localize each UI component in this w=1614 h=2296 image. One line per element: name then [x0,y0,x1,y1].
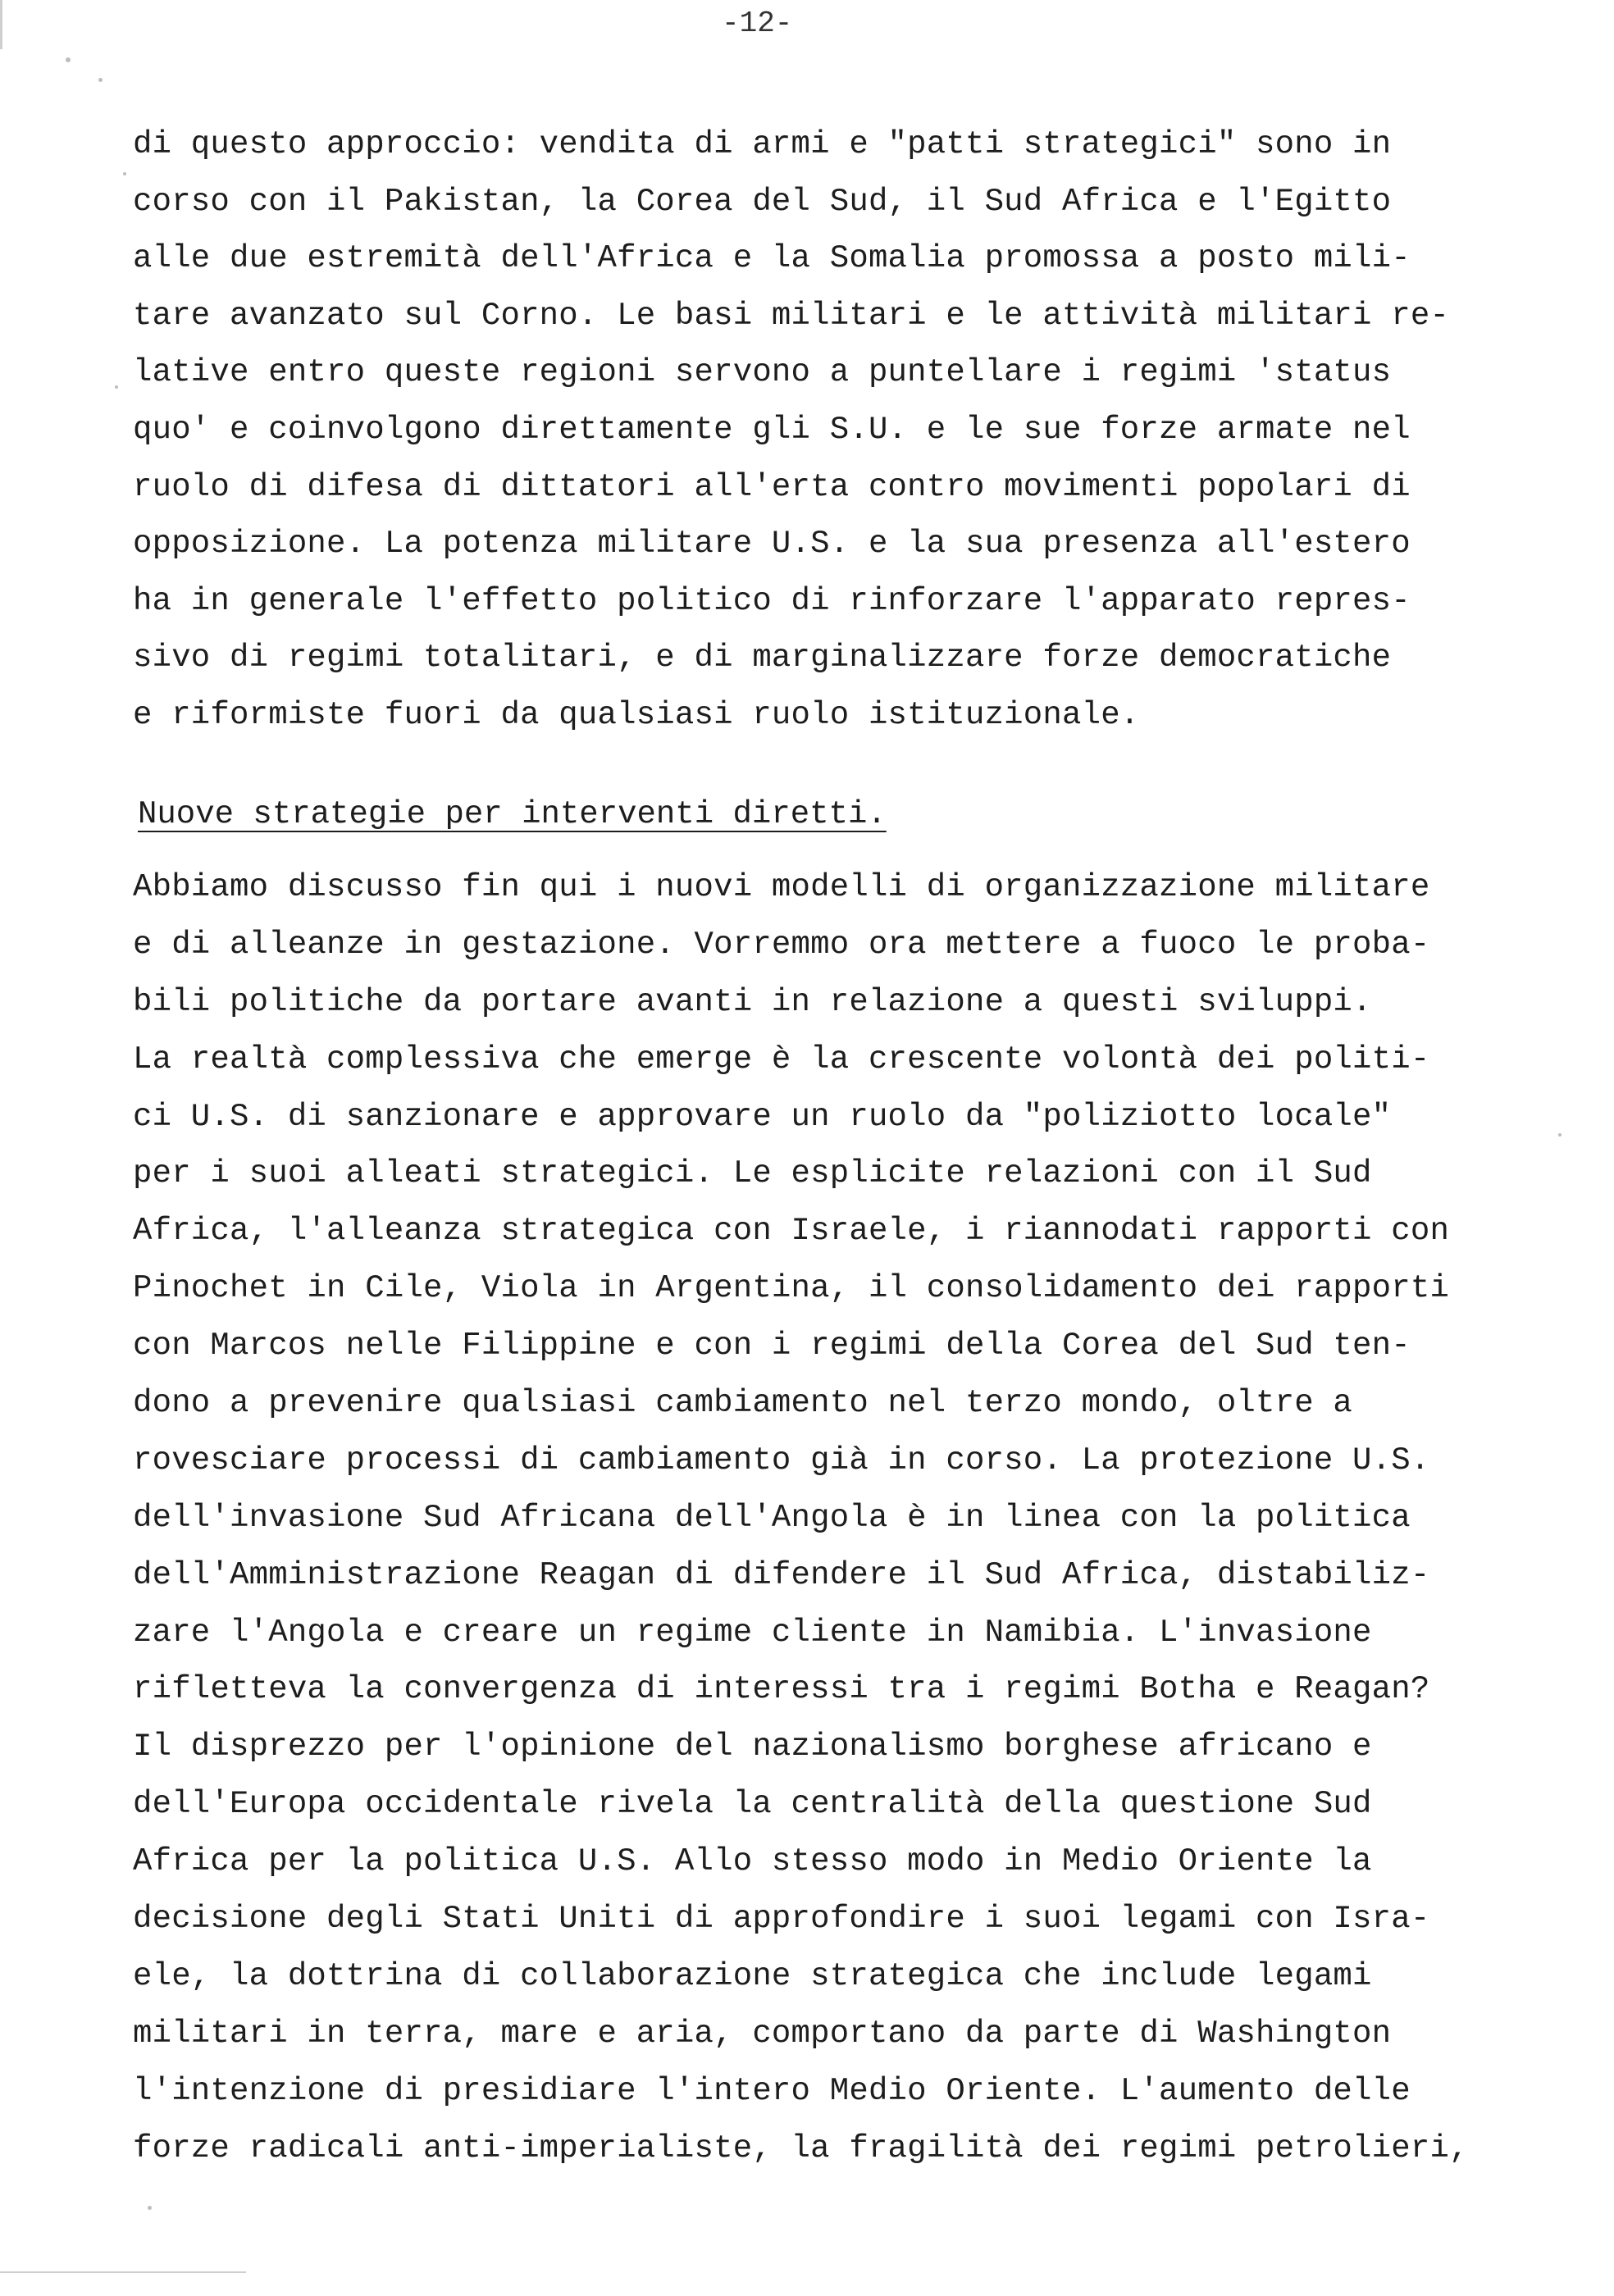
text-line: per i suoi alleati strategici. Le esplicite relazioni con il Sud [133,1155,1372,1192]
scan-speck [66,57,71,62]
text-line: sivo di regimi totalitari, e di marginalizzare forze democratiche [133,640,1392,676]
text-line: rifletteva la convergenza di interessi tra i regimi Botha e Reagan? [133,1671,1430,1708]
text-line: Abbiamo discusso fin qui i nuovi modelli di organizzazione militare [133,869,1430,905]
section-heading: Nuove strategie per interventi diretti. [138,796,887,832]
text-line: Pinochet in Cile, Viola in Argentina, il consolidamento dei rapporti [133,1270,1450,1307]
text-line: forze radicali anti-imperialiste, la fragilità dei regimi petrolieri, [133,2130,1469,2166]
scan-edge-mark [0,2271,246,2273]
text-line: ci U.S. di sanzionare e approvare un ruolo da "poliziotto locale" [133,1098,1392,1135]
text-line: rovesciare processi di cambiamento già in corso. La protezione U.S. [133,1442,1430,1478]
text-line: alle due estremità dell'Africa e la Somalia promossa a posto mili- [133,240,1411,277]
paragraph-2 [133,859,1568,2177]
scan-speck [148,2206,152,2210]
text-line: lative entro queste regioni servono a puntellare i regimi 'status [133,354,1392,391]
scan-speck [1558,1133,1562,1137]
text-line: Il disprezzo per l'opinione del nazionalismo borghese africano e [133,1729,1372,1765]
text-line: e riformiste fuori da qualsiasi ruolo istituzionale. [133,696,1140,733]
text-line: dell'Amministrazione Reagan di difendere il Sud Africa, distabiliz- [133,1556,1430,1593]
text-line: opposizione. La potenza militare U.S. e la sua presenza all'estero [133,526,1411,563]
text-line: ha in generale l'effetto politico di rinforzare l'apparato repres- [133,582,1411,619]
text-line: con Marcos nelle Filippine e con i regimi della Corea del Sud ten- [133,1328,1411,1364]
text-line: ruolo di difesa di dittatori all'erta contro movimenti popolari di [133,468,1411,505]
scan-edge-mark [0,0,2,49]
text-line: zare l'Angola e creare un regime cliente in Namibia. L'invasione [133,1614,1372,1651]
text-line: Africa per la politica U.S. Allo stesso modo in Medio Oriente la [133,1843,1372,1880]
text-line: tare avanzato sul Corno. Le basi militari e le attività militari re- [133,297,1450,334]
paragraph-1 [133,116,1568,745]
scan-speck [115,385,118,389]
text-line: dono a prevenire qualsiasi cambiamento nel terzo mondo, oltre a [133,1385,1353,1422]
text-line: Africa, l'alleanza strategica con Israele, i riannodati rapporti con [133,1213,1450,1250]
text-line: corso con il Pakistan, la Corea del Sud, il Sud Africa e l'Egitto [133,183,1392,220]
text-line: decisione degli Stati Uniti di approfondire i suoi legami con Isra- [133,1901,1430,1938]
text-line: La realtà complessiva che emerge è la crescente volontà dei politi- [133,1041,1430,1077]
text-line: dell'invasione Sud Africana dell'Angola è in linea con la politica [133,1499,1411,1536]
text-line: quo' e coinvolgono direttamente gli S.U. e le sue forze armate nel [133,411,1411,448]
scan-speck [123,172,126,175]
text-line: militari in terra, mare e aria, comportano da parte di Washington [133,2015,1392,2052]
text-line: di questo approccio: vendita di armi e "patti strategici" sono in [133,126,1392,162]
page-number: -12- [722,7,793,40]
text-line: l'intenzione di presidiare l'intero Medio Oriente. L'aumento delle [133,2072,1411,2109]
text-line: bili politiche da portare avanti in relazione a questi sviluppi. [133,983,1372,1020]
text-line: ele, la dottrina di collaborazione strategica che include legami [133,1957,1372,1994]
text-line: dell'Europa occidentale rivela la centralità della questione Sud [133,1786,1372,1823]
text-line: e di alleanze in gestazione. Vorremmo ora mettere a fuoco le proba- [133,926,1430,963]
scan-speck [98,78,103,82]
